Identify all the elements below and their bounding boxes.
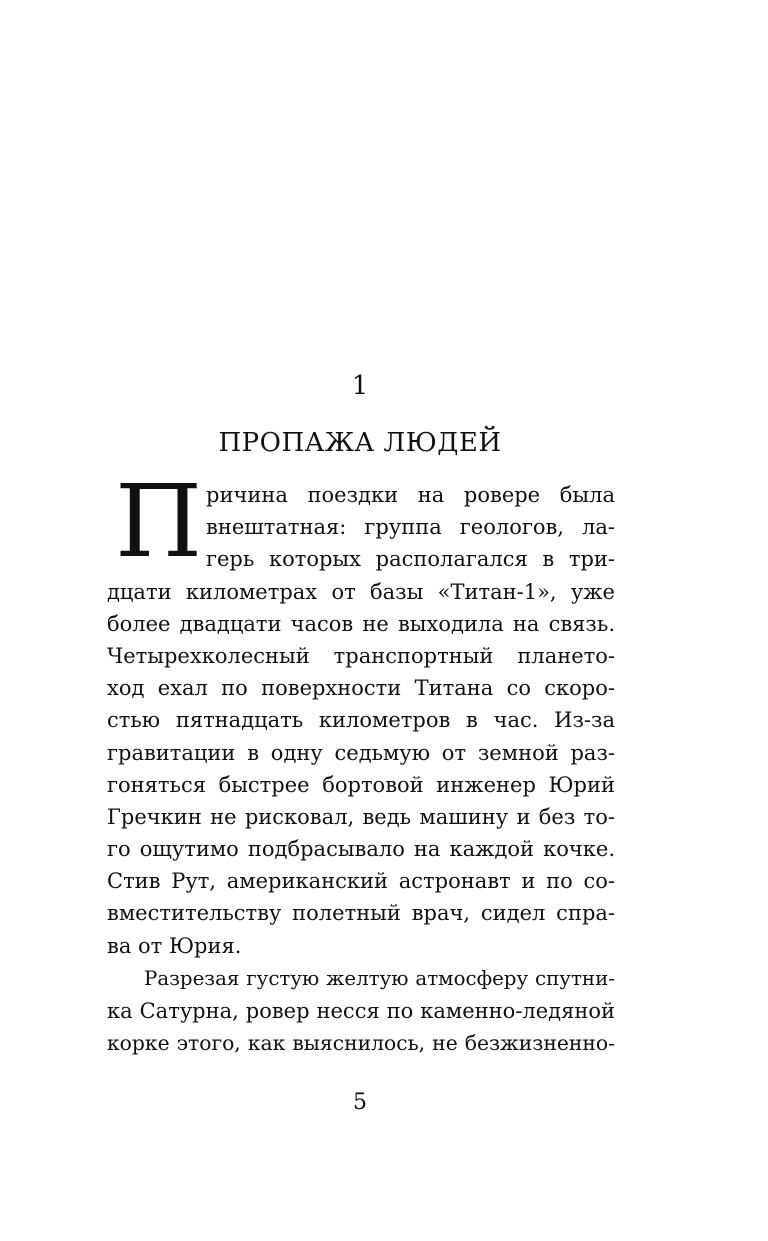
- text-line: Гречкин не рисковал, ведь машину и без то-: [107, 804, 615, 829]
- text-line: Четырехколесный транспортный плането-: [107, 643, 615, 668]
- text-line: стью пятнадцать километров в час. Из-за: [107, 708, 615, 733]
- text-line: дцати километрах от базы «Титан-1», уже: [107, 579, 615, 604]
- paragraph-1: [107, 576, 615, 962]
- drop-cap-letter: П: [115, 463, 203, 580]
- text-line: Стив Рут, американский астронавт и по со-: [107, 869, 615, 894]
- text-line: гравитации в одну седьмую от земной раз-: [107, 740, 615, 765]
- paragraph-2: [107, 963, 615, 1060]
- page-number: 5: [353, 1090, 367, 1115]
- text-line: ва от Юрия.: [107, 933, 242, 958]
- text-line: корке этого, как выяснилось, не безжизненно-: [107, 1031, 615, 1056]
- text-line: герь которых располагался в три-: [206, 547, 615, 572]
- text-line: более двадцати часов не выходила на связь.: [107, 611, 615, 636]
- text-line: ход ехал по поверхности Титана со скоро-: [107, 676, 615, 701]
- text-line: Разрезая густую желтую атмосферу спутни-: [144, 967, 615, 990]
- text-line: ка Сатурна, ровер несся по каменно-ледяной: [107, 999, 615, 1024]
- chapter-number: 1: [351, 371, 369, 401]
- text-line: вместительству полетный врач, сидел спра-: [107, 901, 615, 926]
- chapter-title: ПРОПАЖА ЛЮДЕЙ: [218, 428, 502, 458]
- text-line: внештатная: группа геологов, ла-: [206, 515, 615, 540]
- text-line: го ощутимо подбрасывало на каждой кочке.: [107, 837, 615, 862]
- text-line: гоняться быстрее бортовой инженер Юрий: [107, 772, 615, 797]
- dropcap-lines: [206, 479, 615, 576]
- text-line: ричина поездки на ровере была: [206, 483, 615, 507]
